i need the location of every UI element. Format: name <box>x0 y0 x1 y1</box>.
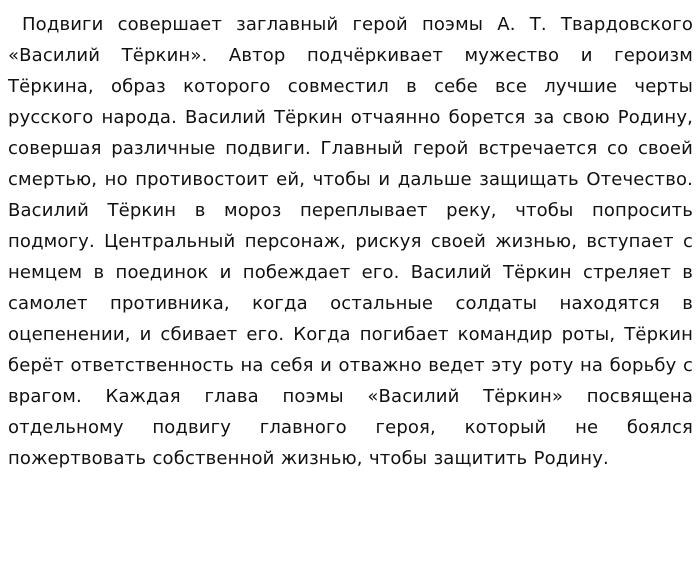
essay-paragraph: Подвиги совершает заглавный герой поэмы А. Т. Твардовского «Василий Тёркин». Автор подчёркивает мужество и героизм Тёркина, образ которого совместил в себе все лучшие черты русского народа. Василий Тёркин отчаянно борется за свою Родину, совершая различные подвиги. Главный герой встречается со своей смертью, но противостоит ей, чтобы и дальше защищать Отечество. Василий Тёркин в мороз переплывает реку, чтобы попросить подмогу. Центральный персонаж, рискуя своей жизнью, вступает с немцем в поединок и побеждает его. Василий Тёркин стреляет в самолет противника, когда остальные солдаты находятся в оцепенении, и сбивает его. Когда погибает командир роты, Тёркин берёт ответственность на себя и отважно ведет эту роту на борьбу с врагом. Каждая глава поэмы «Василий Тёркин» посвящена отдельному подвигу главного героя, который не боялся пожертвовать собственной жизнью, чтобы защитить Родину. <box>8 14 693 469</box>
